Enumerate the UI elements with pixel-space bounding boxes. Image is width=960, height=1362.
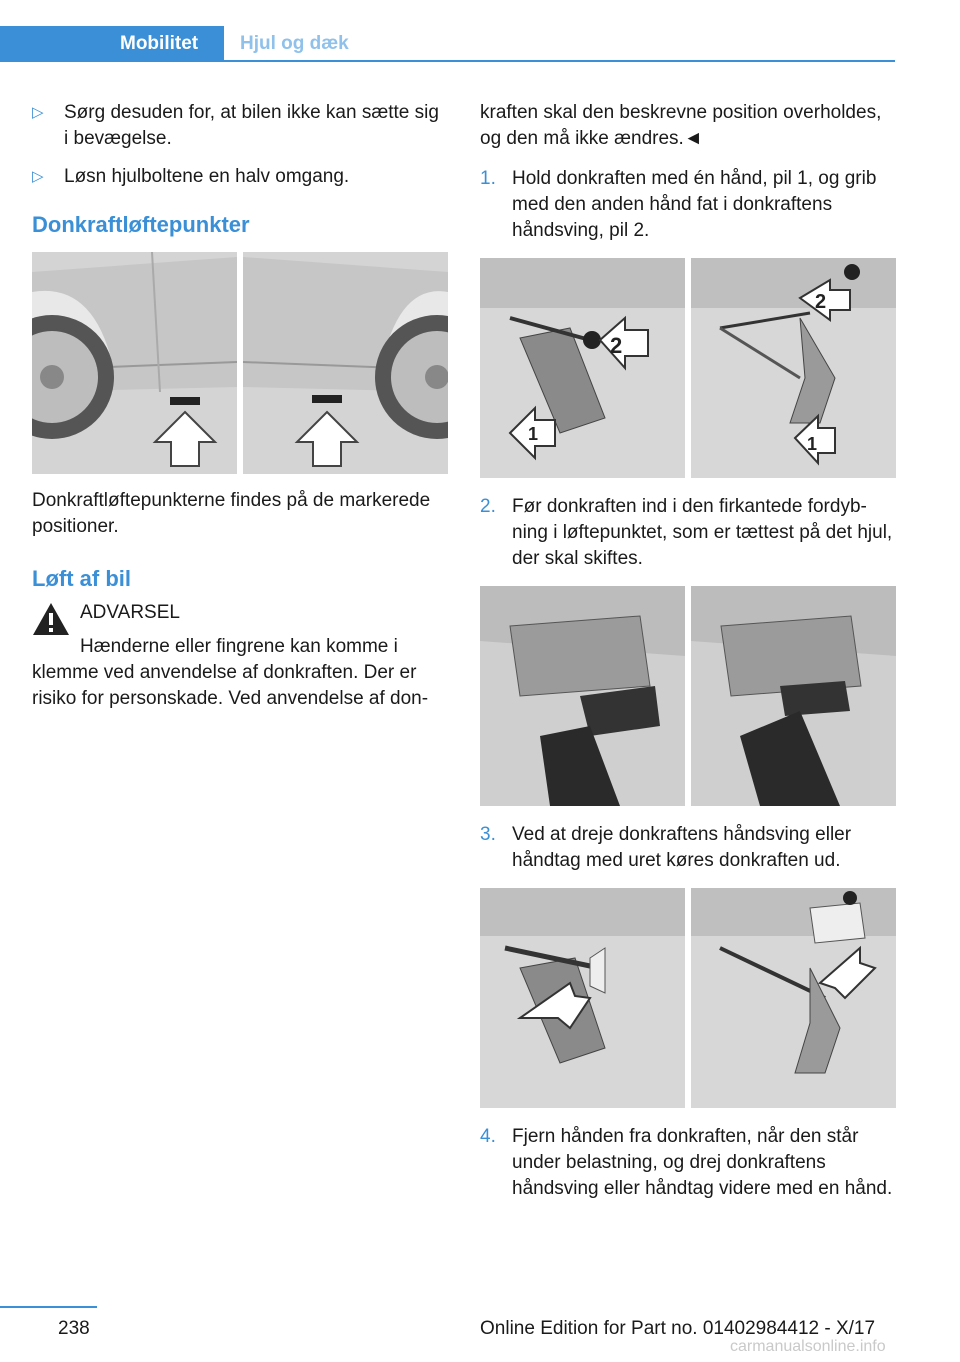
bullet-item [32,100,448,152]
step-number: 1. [480,168,496,189]
step-text: Hold donkraften med én hånd, pil 1, og grib med den anden hånd fat i donkraftens håndsving, pil 2. [512,168,877,241]
section-tab[interactable]: Hjul og dæk [240,33,349,54]
arrow-label: 1 [807,434,818,454]
section-heading-jack-points: Donkraftløftepunkter [32,212,250,237]
footer-divider [0,1306,97,1308]
triangle-bullet-icon: ▷ [32,168,44,185]
step-item [480,822,896,874]
step-text: Fjern hånden fra donkraften, når den står under belastning, og drej donkraftens håndsving eller håndtag videre med en hånd. [512,1126,893,1199]
jack-cranking-figure [480,888,896,1108]
bullet-item [32,164,448,190]
step-number: 2. [480,496,496,517]
arrow-label: 2 [815,291,827,313]
warning-text-line1: Hænderne eller fingrene kan komme i [80,636,398,657]
page-number: 238 [58,1318,90,1339]
warning-text: klemme ved anvendelse af donkraften. Der er risiko for personskade. Ved anvendelse af don- [32,662,429,709]
figure-caption: Donkraftløftepunkterne findes på de markerede positioner. [32,490,431,537]
warning-continuation: kraften skal den beskrevne position overholdes, og den må ikke ændres.◄ [480,102,882,149]
step-item [480,1124,896,1202]
warning-triangle-icon [32,602,70,644]
edition-note: Online Edition for Part no. 01402984412 - X/17 [480,1318,876,1339]
step-item [480,166,896,244]
page-header [0,26,895,62]
jacking-points-illustration [32,252,448,474]
watermark: carmanualsonline.info [730,1338,886,1355]
step-text: Ved at dreje donkraftens håndsving eller håndtag med uret køres donkraften ud. [512,824,852,871]
bullet-text: Løsn hjulboltene en halv omgang. [64,166,350,187]
step-text: Før donkraften ind i den firkantede fordybning i løftepunktet, som er tættest på det hjul, der skal skiftes. [512,496,893,569]
jack-holding-figure [480,258,896,478]
jacking-points-figure [32,252,448,474]
triangle-bullet-icon: ▷ [32,104,44,121]
step-number: 3. [480,824,496,845]
warning-block [32,600,448,712]
arrow-label: 1 [528,424,539,444]
bullet-text: Sørg desuden for, at bilen ikke kan sætte sig i bevægelse. [64,102,439,149]
chapter-tab[interactable]: Mobilitet [0,26,224,62]
jack-recess-figure [480,586,896,806]
step-number: 4. [480,1126,496,1147]
section-heading-lift-car: Løft af bil [32,566,131,591]
left-column [32,100,448,712]
step-item [480,494,896,572]
right-column [480,100,896,1216]
arrow-label: 2 [610,333,623,358]
warning-title: ADVARSEL [80,602,180,623]
